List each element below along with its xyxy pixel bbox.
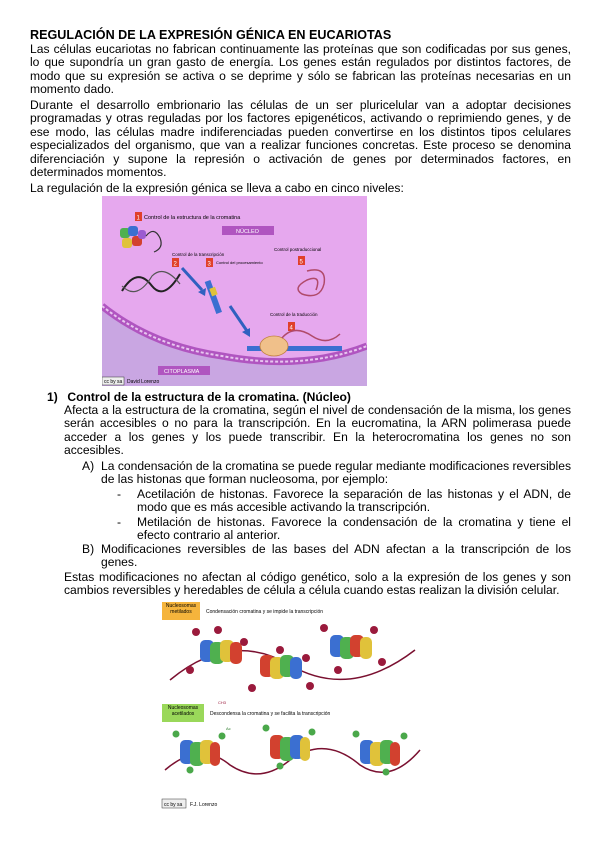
bullet-item xyxy=(117,488,571,515)
bullet-dash: - xyxy=(117,515,122,529)
caption-methylated: Condensación cromatina y se impide la transcripción xyxy=(206,609,324,615)
bullet-text: Acetilación de histonas. Favorece la separación de las histonas y el ADN, de modo que es más accesible activando la transcripción. xyxy=(137,487,571,515)
list-item xyxy=(82,543,571,570)
label-transcription-control: Control de la transcripción xyxy=(172,252,225,257)
bullet-text: Metilación de histonas. Favorece la condensación de la cromatina y tiene el efecto contrario al anterior. xyxy=(137,515,571,543)
bullet-item xyxy=(117,516,571,543)
list-item-label: A) xyxy=(82,459,95,473)
svg-text:3: 3 xyxy=(207,261,211,268)
figure1-author: David Lorenzo xyxy=(127,379,160,385)
list-item-label: B) xyxy=(82,542,95,556)
paragraph-intro: Las células eucariotas no fabrican continuamente las proteínas que son codificadas por sus genes, lo que supondría un gran gasto de energía. Los genes están regulados por distintos factores, de modo que su expresión se activa o se deprime y sólo se fabrican las proteínas necesarias en un momento dado. xyxy=(30,42,571,97)
regulation-levels-figure xyxy=(102,196,367,386)
section-1-body: Afecta a la estructura de la cromatina, según el nivel de condensación de la misma, los genes serán accesibles o no para la transcripción. En la eucromatina, la ARN polimerasa puede acceder a los genes y los puede transcribir. En la heterocromatina los genes no son accesibles. xyxy=(64,403,571,458)
paragraph-development: Durante el desarrollo embrionario las células de un ser pluricelular van a adoptar decisiones programadas y otras reguladas por los factores epigenéticos, activando o reprimiendo genes, y de ese modo, las células madre indiferenciadas pueden convertirse en los distintos tipos celulares especializados del organismo, que van a realizar funciones concretas. Este proceso se denomina diferenciación y supone la represión o activación de genes por determinados factores, en determinados momentos. xyxy=(30,98,571,180)
svg-text:cc by sa: cc by sa xyxy=(164,802,183,808)
list-item-text: La condensación de la cromatina se puede regular mediante modificaciones reversibles de las histonas que forman nucleosoma, por ejemplo: xyxy=(101,459,571,487)
svg-text:5: 5 xyxy=(299,259,303,266)
list-item xyxy=(82,460,571,487)
caption-acetylated: Descondensa la cromatina y se facilita la transcripción xyxy=(210,711,331,717)
badge-1-icon xyxy=(135,212,142,222)
svg-text:2: 2 xyxy=(173,261,177,268)
label-chromatin-control: Control de la estructura de la cromatina xyxy=(144,215,241,221)
label-processing-control: Control del procesamiento xyxy=(216,260,263,265)
label-translation-control: Control de la traducción xyxy=(270,312,318,317)
section-1-number: 1) xyxy=(47,390,58,404)
paragraph-levels: La regulación de la expresión génica se lleva a cabo en cinco niveles: xyxy=(30,181,404,195)
bullet-dash: - xyxy=(117,487,122,501)
svg-text:cc by sa: cc by sa xyxy=(104,379,123,385)
svg-text:4: 4 xyxy=(289,325,293,332)
nucleus-label: NÚCLEO xyxy=(236,229,259,235)
document-title: REGULACIÓN DE LA EXPRESIÓN GÉNICA EN EUCARIOTAS xyxy=(30,28,392,42)
figure2-author: F.J. Lorenzo xyxy=(190,802,218,808)
nucleosome-modification-figure: Nucleosomas metilados Condensación cromatina y se impide la transcripción CH3 Nucleosomas acetilados Descondensa la cromatina y se facilita la transcripción Ac cc by sa F.J. Lorenzo xyxy=(160,600,422,812)
cytoplasm-label: CITOPLASMA xyxy=(164,369,200,375)
section-1-heading xyxy=(47,390,351,404)
acetyl-group-label: Ac xyxy=(226,726,231,731)
section-1-title: Control de la estructura de la cromatina. (Núcleo) xyxy=(67,390,351,404)
label-posttranslational-control: Control postraduccional xyxy=(274,247,322,252)
svg-text:1: 1 xyxy=(136,215,140,222)
methyl-group-label: CH3 xyxy=(218,700,227,705)
list-item-text: Modificaciones reversibles de las bases del ADN afectan a la transcripción de los genes. xyxy=(101,542,571,570)
section-1-closing: Estas modificaciones no afectan al código genético, solo a la expresión de los genes y son cambios reversibles y heredables de célula a célula cuando estas realizan la división celular. xyxy=(64,570,571,598)
